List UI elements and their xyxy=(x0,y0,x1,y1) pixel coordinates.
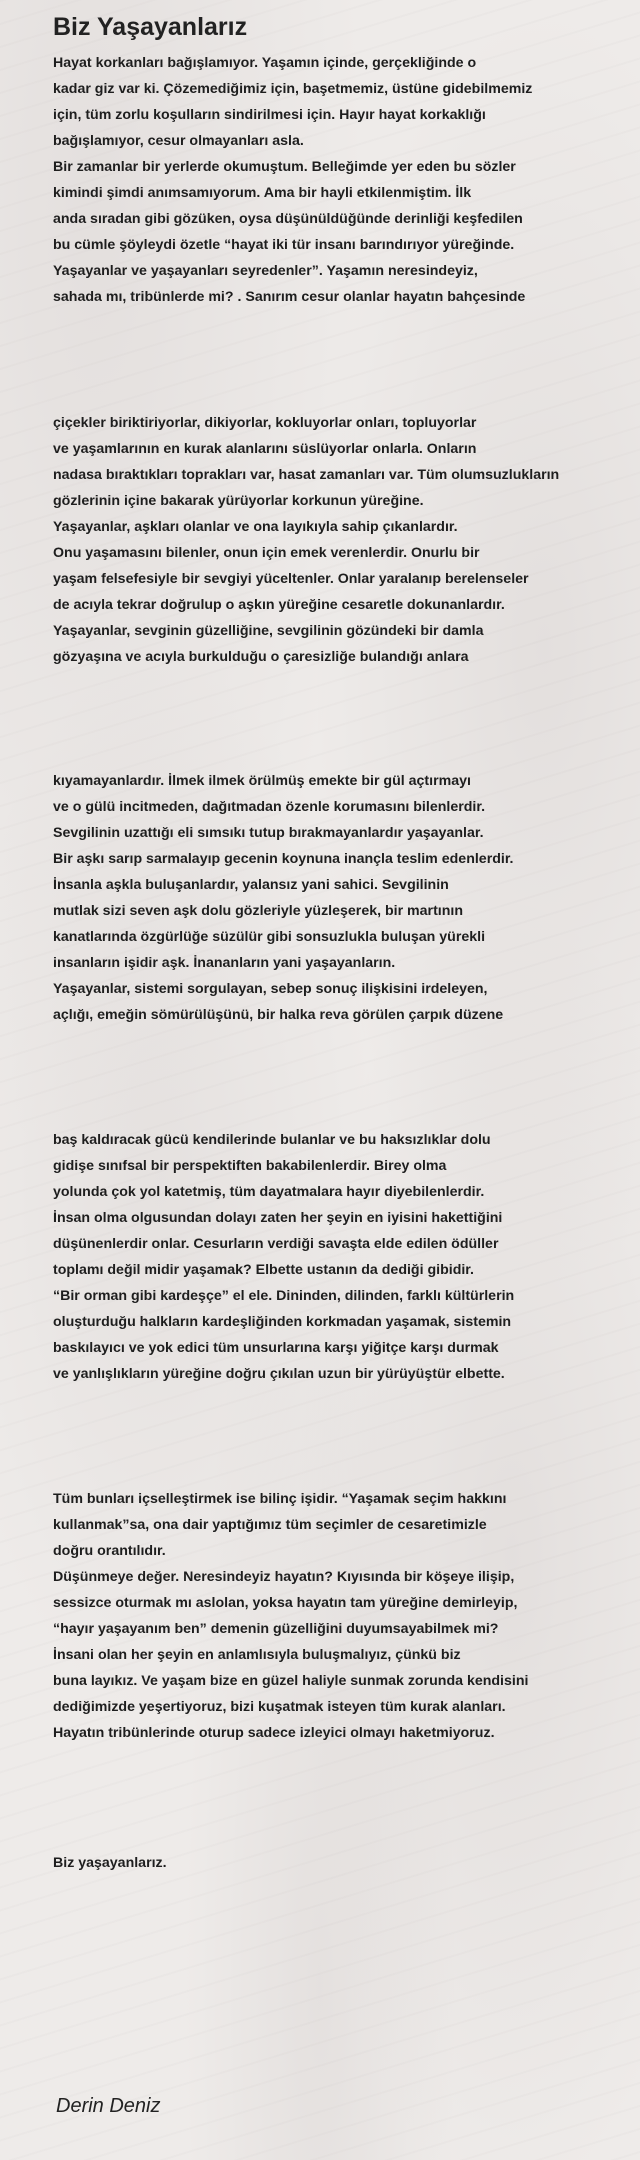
poem-line: Düşünmeye değer. Neresindeyiz hayatın? Kıyısında bir köşeye ilişip, xyxy=(53,1569,515,1585)
poem-line: gidişe sınıfsal bir perspektiften bakabilenlerdir. Birey olma xyxy=(53,1158,447,1174)
poem-line: baş kaldıracak gücü kendilerinde bulanlar ve bu haksızlıklar dolu xyxy=(53,1132,491,1148)
poem-line: Yaşayanlar, sistemi sorgulayan, sebep sonuç ilişkisini irdeleyen, xyxy=(53,981,488,997)
poem-line: kullanmak”sa, ona dair yaptığımız tüm seçimler de cesaretimizle xyxy=(53,1517,487,1533)
poem-line: toplamı değil midir yaşamak? Elbette ustanın da dediği gibidir. xyxy=(53,1262,474,1278)
poem-line: bağışlamıyor, cesur olmayanları asla. xyxy=(53,133,304,149)
poem-line: Tüm bunları içselleştirmek ise bilinç işidir. “Yaşamak seçim hakkını xyxy=(53,1491,507,1507)
poem-line: Bir zamanlar bir yerlerde okumuştum. Belleğimde yer eden bu sözler xyxy=(53,159,516,175)
poem-line: gözlerinin içine bakarak yürüyorlar korkunun yüreğine. xyxy=(53,493,424,509)
poem-line: İnsan olma olgusundan dolayı zaten her şeyin en iyisini hakettiğini xyxy=(53,1210,503,1226)
poem-line: doğru orantılıdır. xyxy=(53,1543,166,1559)
stanza-5 xyxy=(53,1486,633,1746)
poem-line: mutlak sizi seven aşk dolu gözleriyle yüzleşerek, bir martının xyxy=(53,903,464,919)
poem-line: ve yanlışlıkların yüreğine doğru çıkılan uzun bir yürüyüştür elbette. xyxy=(53,1366,505,1382)
poem-line: baskılayıcı ve yok edici tüm unsurlarına karşı yiğitçe karşı durmak xyxy=(53,1340,499,1356)
poem-line: dediğimizde yeşertiyoruz, bizi kuşatmak isteyen tüm kurak alanları. xyxy=(53,1699,506,1715)
poem-line: Hayat korkanları bağışlamıyor. Yaşamın içinde, gerçekliğinde o xyxy=(53,55,477,71)
poem-line: düşünenlerdir onlar. Cesurların verdiği savaşta elde edilen ödüller xyxy=(53,1236,499,1252)
poem-line: Bir aşkı sarıp sarmalayıp gecenin koynuna inançla teslim edenlerdir. xyxy=(53,851,514,867)
poem-line: kıyamayanlardır. İlmek ilmek örülmüş emekte bir gül açtırmayı xyxy=(53,773,471,789)
poem-line: yaşam felsefesiyle bir sevgiyi yüceltenler. Onlar yaralanıp berelenseler xyxy=(53,571,529,587)
poem-line: ve o gülü incitmeden, dağıtmadan özenle korumasını bilenlerdir. xyxy=(53,799,486,815)
poem-line: çiçekler biriktiriyorlar, dikiyorlar, kokluyorlar onları, topluyorlar xyxy=(53,415,477,431)
poem-line: nadasa bıraktıkları toprakları var, hasat zamanları var. Tüm olumsuzlukların xyxy=(53,467,560,483)
stanza-2 xyxy=(53,410,633,670)
poem-line: anda sıradan gibi gözüken, oysa düşünüldüğünde derinliği keşfedilen xyxy=(53,211,523,227)
poem-line: “hayır yaşayanım ben” demenin güzelliğini duyumsayabilmek mi? xyxy=(53,1621,499,1637)
poem-line: kimindi şimdi anımsamıyorum. Ama bir hayli etkilenmiştim. İlk xyxy=(53,185,472,201)
poem-line: Yaşayanlar, aşkları olanlar ve ona layıkıyla sahip çıkanlardır. xyxy=(53,519,458,535)
poem-line: için, tüm zorlu koşulların sindirilmesi için. Hayır hayat korkaklığı xyxy=(53,107,486,123)
poem-closing-line: Biz yaşayanlarız. xyxy=(53,1855,167,1871)
poem-line: oluşturduğu halkların kardeşliğinden korkmadan yaşamak, sistemin xyxy=(53,1314,512,1330)
poem-line: İnsani olan her şeyin en anlamlısıyla buluşmalıyız, çünkü biz xyxy=(53,1647,461,1663)
stanza-4 xyxy=(53,1127,633,1387)
poem-line: İnsanla aşkla buluşanlardır, yalansız yani sahici. Sevgilinin xyxy=(53,877,449,893)
poem-line: bu cümle şöyleydi özetle “hayat iki tür insanı barındırıyor yüreğinde. xyxy=(53,237,515,253)
poem-line: ve yaşamlarının en kurak alanlarını süslüyorlar onlarla. Onların xyxy=(53,441,477,457)
poem-line: Onu yaşamasını bilenler, onun için emek verenlerdir. Onurlu bir xyxy=(53,545,480,561)
poem-line: “Bir orman gibi kardeşçe” el ele. Dininden, dilinden, farklı kültürlerin xyxy=(53,1288,515,1304)
stanza-1 xyxy=(53,50,633,310)
poem-line: insanların işidir aşk. İnananların yani yaşayanların. xyxy=(53,955,396,971)
poem-line: Yaşayanlar ve yaşayanları seyredenler”. Yaşamın neresindeyiz, xyxy=(53,263,478,279)
poem-line: Yaşayanlar, sevginin güzelliğine, sevgilinin gözündeki bir damla xyxy=(53,623,484,639)
poem-line: Sevgilinin uzattığı eli sımsıkı tutup bırakmayanlardır yaşayanlar. xyxy=(53,825,484,841)
author-name: Derin Deniz xyxy=(56,2095,161,2117)
poem-line: yolunda çok yol katetmiş, tüm dayatmalara hayır diyebilenlerdir. xyxy=(53,1184,485,1200)
poem-line: kanatlarında özgürlüğe süzülür gibi sonsuzlukla buluşan yürekli xyxy=(53,929,486,945)
poem-line: açlığı, emeğin sömürülüşünü, bir halka reva görülen çarpık düzene xyxy=(53,1007,504,1023)
poem-line: Hayatın tribünlerinde oturup sadece izleyici olmayı haketmiyoruz. xyxy=(53,1725,495,1741)
poem-line: kadar giz var ki. Çözemediğimiz için, başetmemiz, üstüne gidebilmemiz xyxy=(53,81,533,97)
poem-title: Biz Yaşayanlarız xyxy=(53,13,248,41)
poem-line: gözyaşına ve acıyla burkulduğu o çaresizliğe bulandığı anlara xyxy=(53,649,469,665)
poem-line: sahada mı, tribünlerde mi? . Sanırım cesur olanlar hayatın bahçesinde xyxy=(53,289,526,305)
poem-line: sessizce oturmak mı aslolan, yoksa hayatın tam yüreğine demirleyip, xyxy=(53,1595,518,1611)
poem-line: de acıyla tekrar doğrulup o aşkın yüreğine cesaretle dokunanlardır. xyxy=(53,597,505,613)
stanza-3 xyxy=(53,768,633,1028)
poem-line: buna layıkız. Ve yaşam bize en güzel haliyle sunmak zorunda kendisini xyxy=(53,1673,529,1689)
